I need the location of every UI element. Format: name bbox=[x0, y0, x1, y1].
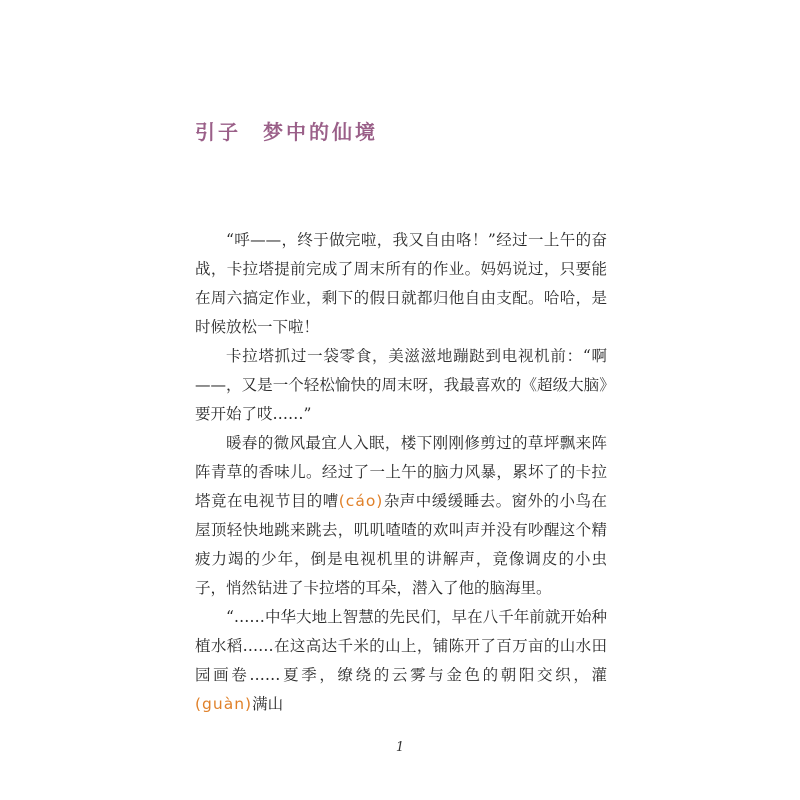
paragraph-text: 暖春的微风最宜人入眠，楼下刚刚修剪过的草坪飘来阵阵青草的香味儿。经过了一上午的脑力风暴，累坏了的卡拉塔竟在电视节目的嘈 bbox=[195, 434, 607, 510]
paragraph-1 bbox=[195, 226, 607, 342]
paragraph-text: 满山 bbox=[252, 695, 284, 713]
paragraph-4 bbox=[195, 603, 607, 719]
page-number: 1 bbox=[395, 740, 405, 755]
paragraph-text: “呼——，终于做完啦，我又自由咯！”经过一上午的奋战，卡拉塔提前完成了周末所有的作业。妈妈说过，只要能在周六搞定作业，剩下的假日就都归他自由支配。哈哈，是时候放松一下啦！ bbox=[195, 231, 607, 336]
pinyin-annotation: (guàn) bbox=[195, 695, 253, 713]
chapter-label: 引子 bbox=[195, 120, 241, 144]
pinyin-annotation: (cáo) bbox=[338, 492, 384, 510]
paragraph-text: “……中华大地上智慧的先民们，早在八千年前就开始种植水稻……在这高达千米的山上，铺陈开了百万亩的山水田园画卷……夏季，缭绕的云雾与金色的朝阳交织，灌 bbox=[195, 608, 607, 684]
paragraph-2 bbox=[195, 342, 607, 429]
chapter-heading bbox=[195, 116, 378, 145]
paragraph-3 bbox=[195, 429, 607, 603]
paragraph-text: 杂声中缓缓睡去。窗外的小鸟在屋顶轻快地跳来跳去，叽叽喳喳的欢叫声并没有吵醒这个精疲力竭的少年，倒是电视机里的讲解声，竟像调皮的小虫子，悄然钻进了卡拉塔的耳朵，潜入了他的脑海里。 bbox=[195, 492, 607, 597]
body-text bbox=[195, 226, 607, 719]
chapter-title: 梦中的仙境 bbox=[263, 120, 378, 144]
paragraph-text: 卡拉塔抓过一袋零食，美滋滋地蹦跶到电视机前：“啊——，又是一个轻松愉快的周末呀，我最喜欢的《超级大脑》要开始了哎……” bbox=[195, 347, 607, 423]
